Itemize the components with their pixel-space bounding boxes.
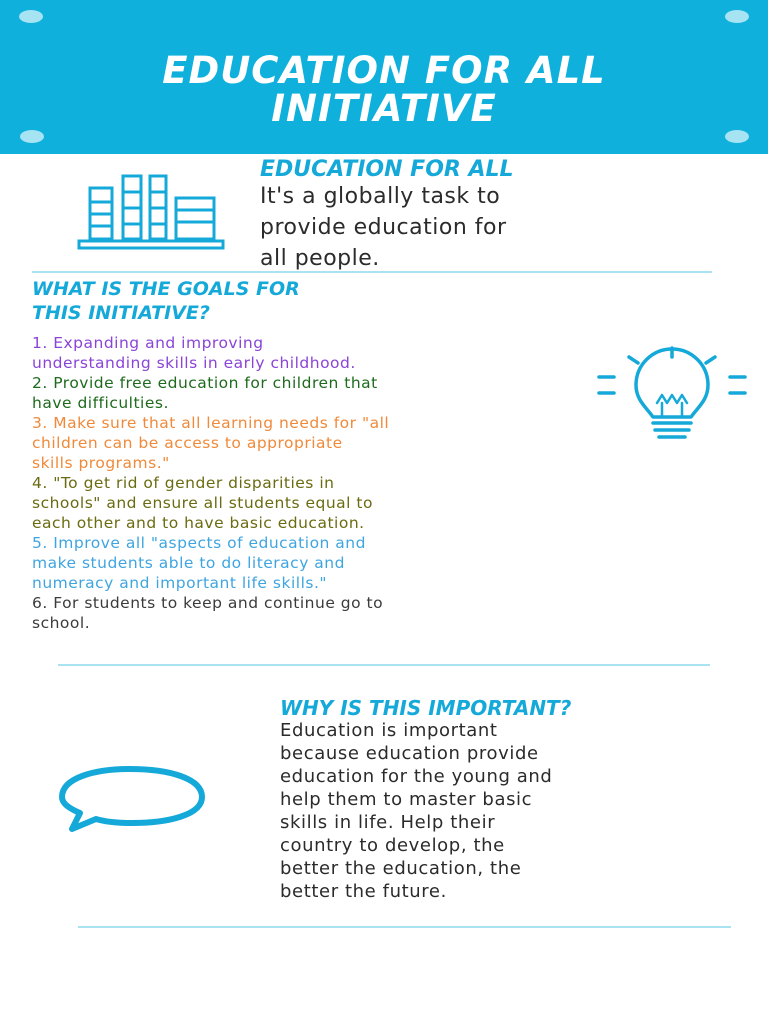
goal-item-line: make students able to do literacy and xyxy=(32,554,345,572)
goal-item-line: numeracy and important life skills." xyxy=(32,574,328,592)
divider xyxy=(78,926,731,928)
why-text-line: skills in life. Help their xyxy=(280,812,496,833)
goal-item xyxy=(32,413,592,473)
intro-heading: EDUCATION FOR ALL xyxy=(260,157,514,182)
intro-text xyxy=(260,181,700,274)
lightbulb-icon xyxy=(596,345,748,445)
goal-item-line: 3. Make sure that all learning needs for "all xyxy=(32,414,390,432)
intro-line: provide education for xyxy=(260,215,507,240)
why-text-line: Education is important xyxy=(280,720,498,741)
goal-item-line: have difficulties. xyxy=(32,394,169,412)
decorative-dot xyxy=(725,10,749,23)
goal-item-line: 5. Improve all "aspects of education and xyxy=(32,534,366,552)
goal-item-line: 2. Provide free education for children that xyxy=(32,374,378,392)
goal-item xyxy=(32,333,592,373)
goals-list xyxy=(32,333,592,633)
divider xyxy=(58,664,710,666)
decorative-dot xyxy=(20,130,44,143)
page-title xyxy=(0,49,768,130)
why-text-line: education for the young and xyxy=(280,766,553,787)
why-heading: WHY IS THIS IMPORTANT? xyxy=(280,696,572,720)
header-banner xyxy=(0,0,768,154)
goals-heading-line-1: WHAT IS THE GOALS FOR xyxy=(32,278,300,300)
decorative-dot xyxy=(19,10,43,23)
goal-item xyxy=(32,593,592,633)
goal-item xyxy=(32,373,592,413)
goal-item xyxy=(32,473,592,533)
goal-item-line: each other and to have basic education. xyxy=(32,514,365,532)
why-text-line: country to develop, the xyxy=(280,835,505,856)
why-text-line: better the future. xyxy=(280,881,447,902)
speech-bubble-icon xyxy=(58,765,206,833)
why-text-line: better the education, the xyxy=(280,858,522,879)
divider xyxy=(32,271,712,273)
goal-item-line: understanding skills in early childhood. xyxy=(32,354,356,372)
goal-item-line: children can be access to appropriate xyxy=(32,434,343,452)
goal-item xyxy=(32,533,592,593)
intro-line: all people. xyxy=(260,246,380,271)
goal-item-line: school. xyxy=(32,614,91,632)
why-text-line: help them to master basic xyxy=(280,789,533,810)
page-title-line-1: EDUCATION FOR ALL xyxy=(162,49,606,92)
goal-item-line: 4. "To get rid of gender disparities in xyxy=(32,474,335,492)
why-text xyxy=(280,719,720,903)
goal-item-line: 6. For students to keep and continue go to xyxy=(32,594,384,612)
why-text-line: because education provide xyxy=(280,743,539,764)
decorative-dot xyxy=(725,130,749,143)
page-title-line-2: INITIATIVE xyxy=(271,87,497,130)
intro-line: It's a globally task to xyxy=(260,184,501,209)
goals-heading-line-2: THIS INITIATIVE? xyxy=(32,302,210,324)
goal-item-line: 1. Expanding and improving xyxy=(32,334,264,352)
goal-item-line: skills programs." xyxy=(32,454,170,472)
books-icon xyxy=(76,172,226,252)
goal-item-line: schools" and ensure all students equal to xyxy=(32,494,373,512)
goals-heading xyxy=(32,277,300,325)
